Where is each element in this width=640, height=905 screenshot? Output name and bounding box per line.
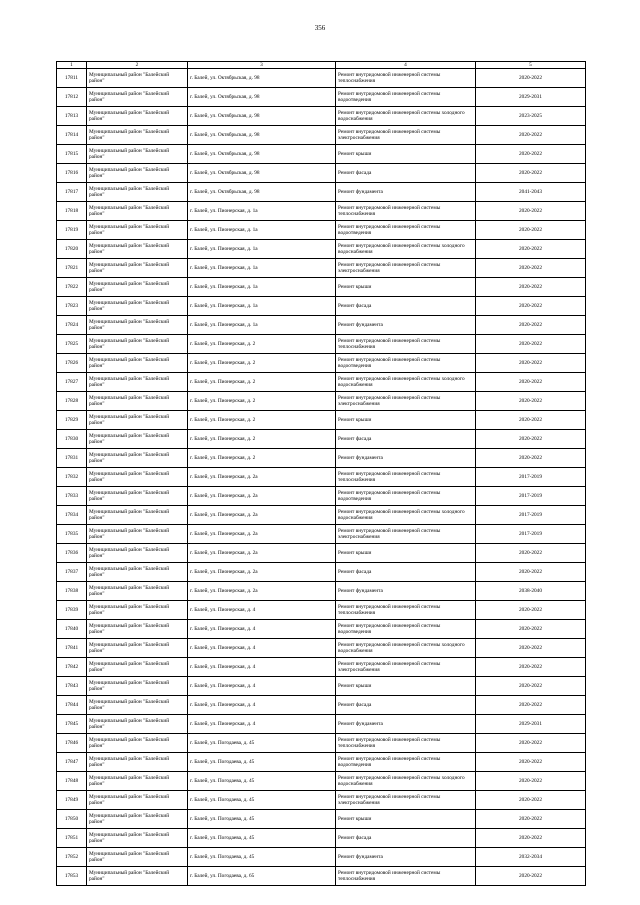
work-type-cell: Ремонт внутридомовой инженерной системы водоотведения: [336, 354, 476, 373]
work-type-cell: Ремонт внутридомовой инженерной системы холодного водоснабжения: [336, 107, 476, 126]
table-row: [57, 791, 586, 810]
work-type-cell: Ремонт фундамента: [336, 582, 476, 601]
table-row: [57, 810, 586, 829]
row-number-cell: 17825: [57, 335, 87, 354]
municipality-cell: Муниципальный район "Балейский район": [87, 449, 188, 468]
table-row: [57, 715, 586, 734]
address-cell: г. Балей, ул. Октябрьская, д. 98: [188, 183, 336, 202]
municipality-cell: Муниципальный район "Балейский район": [87, 183, 188, 202]
period-cell: 2020-2022: [476, 354, 586, 373]
address-cell: г. Балей, ул. Октябрьская, д. 98: [188, 69, 336, 88]
period-cell: 2020-2022: [476, 772, 586, 791]
municipality-cell: Муниципальный район "Балейский район": [87, 848, 188, 867]
period-cell: 2020-2022: [476, 335, 586, 354]
work-type-cell: Ремонт внутридомовой инженерной системы электроснабжения: [336, 126, 476, 145]
work-type-cell: Ремонт внутридомовой инженерной системы теплоснабжения: [336, 867, 476, 886]
table-row: [57, 202, 586, 221]
row-number-cell: 17832: [57, 468, 87, 487]
municipality-cell: Муниципальный район "Балейский район": [87, 164, 188, 183]
table-row: [57, 468, 586, 487]
table-row: [57, 297, 586, 316]
period-cell: 2020-2022: [476, 411, 586, 430]
table-row: [57, 582, 586, 601]
period-cell: 2020-2022: [476, 278, 586, 297]
period-cell: 2029-2031: [476, 88, 586, 107]
municipality-cell: Муниципальный район "Балейский район": [87, 278, 188, 297]
header-row: [57, 62, 586, 69]
row-number-cell: 17853: [57, 867, 87, 886]
row-number-cell: 17824: [57, 316, 87, 335]
work-type-cell: Ремонт фундамента: [336, 183, 476, 202]
period-cell: 2020-2022: [476, 69, 586, 88]
period-cell: 2020-2022: [476, 696, 586, 715]
address-cell: г. Балей, ул. Погодаева, д. 65: [188, 867, 336, 886]
address-cell: г. Балей, ул. Пионерская, д. 4: [188, 715, 336, 734]
address-cell: г. Балей, ул. Пионерская, д. 1а: [188, 221, 336, 240]
table-row: [57, 772, 586, 791]
address-cell: г. Балей, ул. Пионерская, д. 1а: [188, 259, 336, 278]
row-number-cell: 17816: [57, 164, 87, 183]
municipality-cell: Муниципальный район "Балейский район": [87, 69, 188, 88]
column-header-address: 3: [188, 62, 336, 69]
row-number-cell: 17821: [57, 259, 87, 278]
municipality-cell: Муниципальный район "Балейский район": [87, 601, 188, 620]
period-cell: 2020-2022: [476, 316, 586, 335]
row-number-cell: 17847: [57, 753, 87, 772]
row-number-cell: 17829: [57, 411, 87, 430]
repair-schedule-table: [56, 61, 586, 886]
work-type-cell: Ремонт фасада: [336, 829, 476, 848]
row-number-cell: 17826: [57, 354, 87, 373]
address-cell: г. Балей, ул. Пионерская, д. 4: [188, 620, 336, 639]
table-row: [57, 240, 586, 259]
work-type-cell: Ремонт фасада: [336, 563, 476, 582]
row-number-cell: 17851: [57, 829, 87, 848]
table-row: [57, 449, 586, 468]
address-cell: г. Балей, ул. Погодаева, д. 45: [188, 772, 336, 791]
address-cell: г. Балей, ул. Пионерская, д. 1а: [188, 297, 336, 316]
row-number-cell: 17842: [57, 658, 87, 677]
work-type-cell: Ремонт внутридомовой инженерной системы теплоснабжения: [336, 69, 476, 88]
work-type-cell: Ремонт крыши: [336, 810, 476, 829]
table-row: [57, 316, 586, 335]
period-cell: 2017-2019: [476, 468, 586, 487]
column-header-work-type: 4: [336, 62, 476, 69]
work-type-cell: Ремонт фасада: [336, 297, 476, 316]
period-cell: 2020-2022: [476, 259, 586, 278]
table-row: [57, 354, 586, 373]
row-number-cell: 17840: [57, 620, 87, 639]
period-cell: 2020-2022: [476, 392, 586, 411]
row-number-cell: 17813: [57, 107, 87, 126]
period-cell: 2032-2034: [476, 848, 586, 867]
work-type-cell: Ремонт крыши: [336, 278, 476, 297]
address-cell: г. Балей, ул. Пионерская, д. 2: [188, 449, 336, 468]
municipality-cell: Муниципальный район "Балейский район": [87, 240, 188, 259]
address-cell: г. Балей, ул. Пионерская, д. 2а: [188, 563, 336, 582]
address-cell: г. Балей, ул. Пионерская, д. 2а: [188, 468, 336, 487]
work-type-cell: Ремонт внутридомовой инженерной системы электроснабжения: [336, 791, 476, 810]
municipality-cell: Муниципальный район "Балейский район": [87, 316, 188, 335]
municipality-cell: Муниципальный район "Балейский район": [87, 791, 188, 810]
work-type-cell: Ремонт внутридомовой инженерной системы теплоснабжения: [336, 202, 476, 221]
municipality-cell: Муниципальный район "Балейский район": [87, 145, 188, 164]
row-number-cell: 17827: [57, 373, 87, 392]
row-number-cell: 17820: [57, 240, 87, 259]
column-header-number: 1: [57, 62, 87, 69]
municipality-cell: Муниципальный район "Балейский район": [87, 354, 188, 373]
period-cell: 2041-2043: [476, 183, 586, 202]
municipality-cell: Муниципальный район "Балейский район": [87, 221, 188, 240]
table-row: [57, 867, 586, 886]
address-cell: г. Балей, ул. Пионерская, д. 4: [188, 658, 336, 677]
work-type-cell: Ремонт внутридомовой инженерной системы холодного водоснабжения: [336, 373, 476, 392]
table-row: [57, 601, 586, 620]
work-type-cell: Ремонт внутридомовой инженерной системы электроснабжения: [336, 392, 476, 411]
municipality-cell: Муниципальный район "Балейский район": [87, 658, 188, 677]
address-cell: г. Балей, ул. Октябрьская, д. 98: [188, 107, 336, 126]
row-number-cell: 17828: [57, 392, 87, 411]
address-cell: г. Балей, ул. Пионерская, д. 2: [188, 392, 336, 411]
row-number-cell: 17817: [57, 183, 87, 202]
period-cell: 2020-2022: [476, 563, 586, 582]
work-type-cell: Ремонт внутридомовой инженерной системы холодного водоснабжения: [336, 639, 476, 658]
municipality-cell: Муниципальный район "Балейский район": [87, 620, 188, 639]
municipality-cell: Муниципальный район "Балейский район": [87, 867, 188, 886]
row-number-cell: 17850: [57, 810, 87, 829]
municipality-cell: Муниципальный район "Балейский район": [87, 126, 188, 145]
table-row: [57, 411, 586, 430]
municipality-cell: Муниципальный район "Балейский район": [87, 88, 188, 107]
row-number-cell: 17819: [57, 221, 87, 240]
work-type-cell: Ремонт фундамента: [336, 848, 476, 867]
table-row: [57, 639, 586, 658]
municipality-cell: Муниципальный район "Балейский район": [87, 810, 188, 829]
address-cell: г. Балей, ул. Пионерская, д. 4: [188, 696, 336, 715]
table-row: [57, 525, 586, 544]
table-row: [57, 145, 586, 164]
row-number-cell: 17812: [57, 88, 87, 107]
municipality-cell: Муниципальный район "Балейский район": [87, 639, 188, 658]
address-cell: г. Балей, ул. Пионерская, д. 1а: [188, 316, 336, 335]
table-row: [57, 487, 586, 506]
table-row: [57, 430, 586, 449]
municipality-cell: Муниципальный район "Балейский район": [87, 829, 188, 848]
work-type-cell: Ремонт внутридомовой инженерной системы электроснабжения: [336, 658, 476, 677]
table-row: [57, 278, 586, 297]
address-cell: г. Балей, ул. Октябрьская, д. 98: [188, 164, 336, 183]
address-cell: г. Балей, ул. Октябрьская, д. 98: [188, 88, 336, 107]
work-type-cell: Ремонт фасада: [336, 430, 476, 449]
address-cell: г. Балей, ул. Пионерская, д. 4: [188, 677, 336, 696]
address-cell: г. Балей, ул. Погодаева, д. 45: [188, 810, 336, 829]
row-number-cell: 17822: [57, 278, 87, 297]
municipality-cell: Муниципальный район "Балейский район": [87, 487, 188, 506]
row-number-cell: 17839: [57, 601, 87, 620]
municipality-cell: Муниципальный район "Балейский район": [87, 734, 188, 753]
period-cell: 2020-2022: [476, 734, 586, 753]
address-cell: г. Балей, ул. Пионерская, д. 4: [188, 601, 336, 620]
table-row: [57, 88, 586, 107]
column-header-period: 5: [476, 62, 586, 69]
table-row: [57, 392, 586, 411]
row-number-cell: 17837: [57, 563, 87, 582]
work-type-cell: Ремонт внутридомовой инженерной системы теплоснабжения: [336, 468, 476, 487]
municipality-cell: Муниципальный район "Балейский район": [87, 392, 188, 411]
municipality-cell: Муниципальный район "Балейский район": [87, 297, 188, 316]
work-type-cell: Ремонт внутридомовой инженерной системы холодного водоснабжения: [336, 506, 476, 525]
table-row: [57, 829, 586, 848]
table-row: [57, 753, 586, 772]
table-row: [57, 259, 586, 278]
address-cell: г. Балей, ул. Пионерская, д. 1а: [188, 202, 336, 221]
work-type-cell: Ремонт крыши: [336, 145, 476, 164]
period-cell: 2020-2022: [476, 867, 586, 886]
work-type-cell: Ремонт фундамента: [336, 316, 476, 335]
municipality-cell: Муниципальный район "Балейский район": [87, 202, 188, 221]
municipality-cell: Муниципальный район "Балейский район": [87, 563, 188, 582]
row-number-cell: 17815: [57, 145, 87, 164]
address-cell: г. Балей, ул. Пионерская, д. 1а: [188, 278, 336, 297]
address-cell: г. Балей, ул. Пионерская, д. 2а: [188, 487, 336, 506]
address-cell: г. Балей, ул. Пионерская, д. 2: [188, 335, 336, 354]
work-type-cell: Ремонт крыши: [336, 411, 476, 430]
row-number-cell: 17833: [57, 487, 87, 506]
address-cell: г. Балей, ул. Погодаева, д. 45: [188, 734, 336, 753]
municipality-cell: Муниципальный район "Балейский район": [87, 430, 188, 449]
row-number-cell: 17834: [57, 506, 87, 525]
work-type-cell: Ремонт внутридомовой инженерной системы водоотведения: [336, 620, 476, 639]
address-cell: г. Балей, ул. Октябрьская, д. 98: [188, 145, 336, 164]
period-cell: 2020-2022: [476, 126, 586, 145]
work-type-cell: Ремонт внутридомовой инженерной системы водоотведения: [336, 221, 476, 240]
municipality-cell: Муниципальный район "Балейский район": [87, 468, 188, 487]
row-number-cell: 17823: [57, 297, 87, 316]
municipality-cell: Муниципальный район "Балейский район": [87, 696, 188, 715]
row-number-cell: 17843: [57, 677, 87, 696]
period-cell: 2020-2022: [476, 164, 586, 183]
period-cell: 2020-2022: [476, 544, 586, 563]
period-cell: 2020-2022: [476, 373, 586, 392]
address-cell: г. Балей, ул. Октябрьская, д. 98: [188, 126, 336, 145]
address-cell: г. Балей, ул. Пионерская, д. 2: [188, 373, 336, 392]
row-number-cell: 17845: [57, 715, 87, 734]
row-number-cell: 17811: [57, 69, 87, 88]
row-number-cell: 17838: [57, 582, 87, 601]
table-row: [57, 658, 586, 677]
table-row: [57, 373, 586, 392]
work-type-cell: Ремонт внутридомовой инженерной системы электроснабжения: [336, 525, 476, 544]
municipality-cell: Муниципальный район "Балейский район": [87, 677, 188, 696]
address-cell: г. Балей, ул. Пионерская, д. 2а: [188, 544, 336, 563]
table-body: [57, 69, 586, 886]
period-cell: 2020-2022: [476, 145, 586, 164]
period-cell: 2023-2025: [476, 107, 586, 126]
table-row: [57, 734, 586, 753]
period-cell: 2017-2019: [476, 525, 586, 544]
address-cell: г. Балей, ул. Пионерская, д. 2: [188, 411, 336, 430]
row-number-cell: 17844: [57, 696, 87, 715]
address-cell: г. Балей, ул. Погодаева, д. 45: [188, 848, 336, 867]
municipality-cell: Муниципальный район "Балейский район": [87, 753, 188, 772]
period-cell: 2020-2022: [476, 297, 586, 316]
period-cell: 2029-2031: [476, 715, 586, 734]
municipality-cell: Муниципальный район "Балейский район": [87, 525, 188, 544]
municipality-cell: Муниципальный район "Балейский район": [87, 506, 188, 525]
address-cell: г. Балей, ул. Погодаева, д. 45: [188, 829, 336, 848]
period-cell: 2020-2022: [476, 430, 586, 449]
period-cell: 2020-2022: [476, 677, 586, 696]
address-cell: г. Балей, ул. Пионерская, д. 2а: [188, 506, 336, 525]
work-type-cell: Ремонт внутридомовой инженерной системы холодного водоснабжения: [336, 772, 476, 791]
table-row: [57, 221, 586, 240]
address-cell: г. Балей, ул. Пионерская, д. 2а: [188, 525, 336, 544]
table-row: [57, 335, 586, 354]
row-number-cell: 17814: [57, 126, 87, 145]
table-row: [57, 563, 586, 582]
table-row: [57, 848, 586, 867]
municipality-cell: Муниципальный район "Балейский район": [87, 772, 188, 791]
address-cell: г. Балей, ул. Пионерская, д. 2: [188, 354, 336, 373]
address-cell: г. Балей, ул. Погодаева, д. 45: [188, 791, 336, 810]
period-cell: 2020-2022: [476, 810, 586, 829]
work-type-cell: Ремонт внутридомовой инженерной системы водоотведения: [336, 88, 476, 107]
period-cell: 2020-2022: [476, 658, 586, 677]
period-cell: 2017-2019: [476, 506, 586, 525]
work-type-cell: Ремонт внутридомовой инженерной системы теплоснабжения: [336, 335, 476, 354]
address-cell: г. Балей, ул. Пионерская, д. 2а: [188, 582, 336, 601]
work-type-cell: Ремонт фасада: [336, 696, 476, 715]
municipality-cell: Муниципальный район "Балейский район": [87, 715, 188, 734]
period-cell: 2020-2022: [476, 620, 586, 639]
address-cell: г. Балей, ул. Пионерская, д. 4: [188, 639, 336, 658]
row-number-cell: 17841: [57, 639, 87, 658]
municipality-cell: Муниципальный район "Балейский район": [87, 544, 188, 563]
work-type-cell: Ремонт внутридомовой инженерной системы холодного водоснабжения: [336, 240, 476, 259]
work-type-cell: Ремонт фундамента: [336, 449, 476, 468]
table-row: [57, 126, 586, 145]
municipality-cell: Муниципальный район "Балейский район": [87, 582, 188, 601]
work-type-cell: Ремонт фасада: [336, 164, 476, 183]
work-type-cell: Ремонт внутридомовой инженерной системы водоотведения: [336, 487, 476, 506]
municipality-cell: Муниципальный район "Балейский район": [87, 335, 188, 354]
table-row: [57, 183, 586, 202]
table-row: [57, 620, 586, 639]
row-number-cell: 17830: [57, 430, 87, 449]
municipality-cell: Муниципальный район "Балейский район": [87, 107, 188, 126]
table-row: [57, 506, 586, 525]
municipality-cell: Муниципальный район "Балейский район": [87, 373, 188, 392]
column-header-municipality: 2: [87, 62, 188, 69]
work-type-cell: Ремонт внутридомовой инженерной системы электроснабжения: [336, 259, 476, 278]
period-cell: 2020-2022: [476, 639, 586, 658]
period-cell: 2038-2040: [476, 582, 586, 601]
period-cell: 2017-2019: [476, 487, 586, 506]
row-number-cell: 17835: [57, 525, 87, 544]
row-number-cell: 17818: [57, 202, 87, 221]
period-cell: 2020-2022: [476, 829, 586, 848]
period-cell: 2020-2022: [476, 791, 586, 810]
row-number-cell: 17852: [57, 848, 87, 867]
row-number-cell: 17848: [57, 772, 87, 791]
page-number: 356: [314, 24, 326, 32]
address-cell: г. Балей, ул. Пионерская, д. 2: [188, 430, 336, 449]
work-type-cell: Ремонт крыши: [336, 544, 476, 563]
period-cell: 2020-2022: [476, 601, 586, 620]
table-row: [57, 677, 586, 696]
period-cell: 2020-2022: [476, 449, 586, 468]
row-number-cell: 17846: [57, 734, 87, 753]
period-cell: 2020-2022: [476, 753, 586, 772]
row-number-cell: 17849: [57, 791, 87, 810]
table-row: [57, 69, 586, 88]
work-type-cell: Ремонт крыши: [336, 677, 476, 696]
period-cell: 2020-2022: [476, 221, 586, 240]
period-cell: 2020-2022: [476, 202, 586, 221]
municipality-cell: Муниципальный район "Балейский район": [87, 259, 188, 278]
address-cell: г. Балей, ул. Погодаева, д. 45: [188, 753, 336, 772]
table-row: [57, 107, 586, 126]
municipality-cell: Муниципальный район "Балейский район": [87, 411, 188, 430]
table-row: [57, 164, 586, 183]
work-type-cell: Ремонт внутридомовой инженерной системы теплоснабжения: [336, 734, 476, 753]
work-type-cell: Ремонт фундамента: [336, 715, 476, 734]
period-cell: 2020-2022: [476, 240, 586, 259]
table-row: [57, 544, 586, 563]
row-number-cell: 17831: [57, 449, 87, 468]
row-number-cell: 17836: [57, 544, 87, 563]
address-cell: г. Балей, ул. Пионерская, д. 1а: [188, 240, 336, 259]
work-type-cell: Ремонт внутридомовой инженерной системы теплоснабжения: [336, 601, 476, 620]
work-type-cell: Ремонт внутридомовой инженерной системы водоотведения: [336, 753, 476, 772]
table-row: [57, 696, 586, 715]
